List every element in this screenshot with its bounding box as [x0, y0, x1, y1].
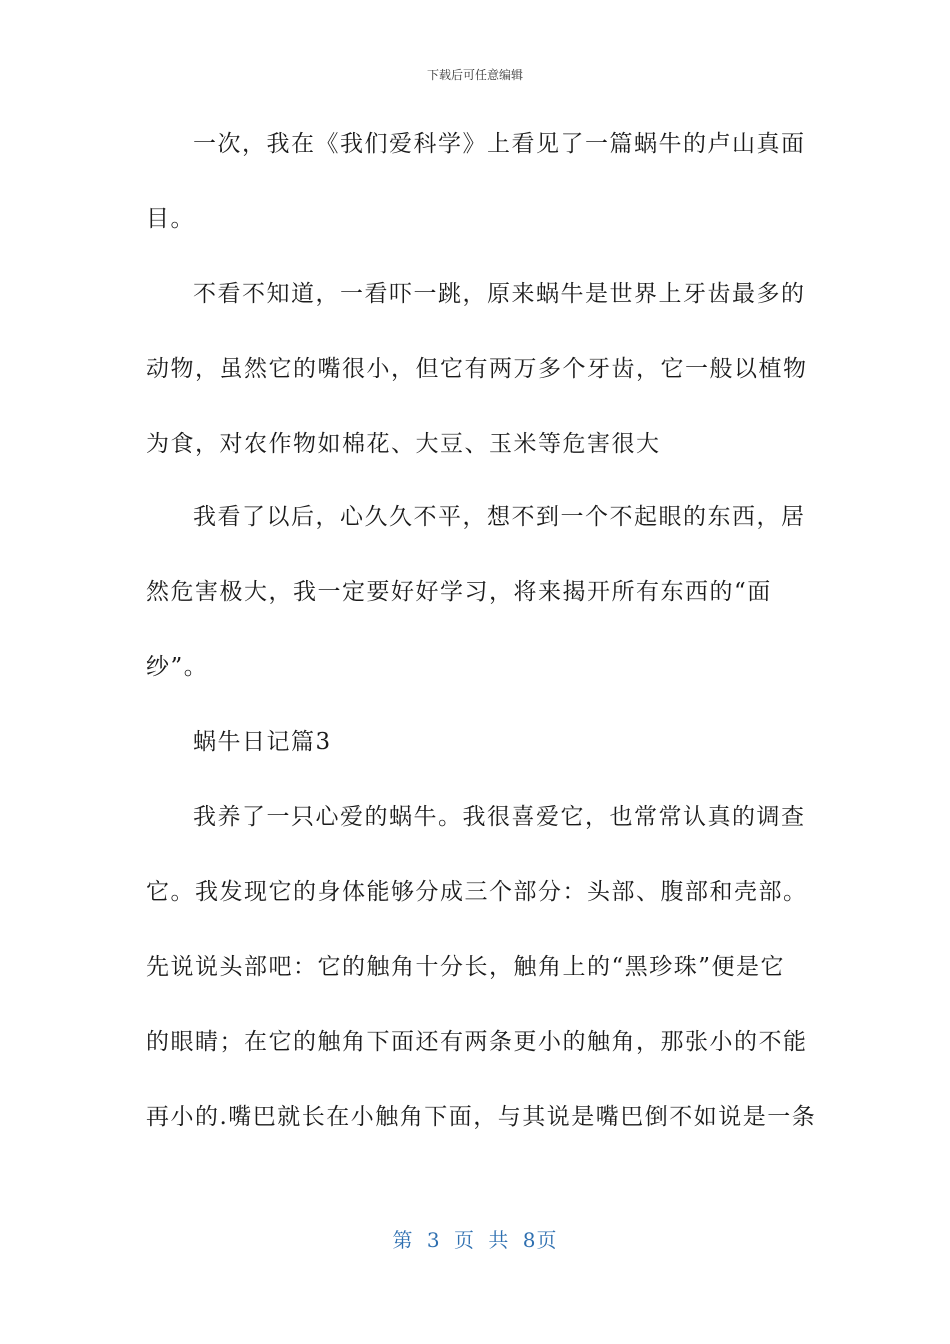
footer-total-word: 共 [488, 1228, 510, 1252]
page-footer [0, 1224, 950, 1253]
paragraph-line: 我看了以后，心久久不平，想不到一个不起眼的东西，居 [193, 504, 806, 530]
footer-page-word: 页 [454, 1228, 475, 1252]
paragraph-line: 一次，我在《我们爱科学》上看见了一篇蜗牛的卢山真面 [193, 131, 806, 157]
paragraph-line: 动物，虽然它的嘴很小，但它有两万多个牙齿，它一般以植物 [146, 356, 808, 382]
paragraph-line: 目。 [146, 206, 195, 232]
paragraph-line: 不看不知道，一看吓一跳，原来蜗牛是世界上牙齿最多的 [193, 281, 806, 307]
paragraph-line: 它。我发现它的身体能够分成三个部分：头部、腹部和壳部。 [146, 879, 808, 905]
paragraph-line: 先说说头部吧：它的触角十分长，触角上的“黑珍珠”便是它 [146, 954, 786, 980]
page-header: 下载后可任意编辑 [426, 68, 523, 82]
footer-total-pages: 8页 [522, 1228, 558, 1252]
paragraph-line: 再小的.嘴巴就长在小触角下面，与其说是嘴巴倒不如说是一条 [146, 1104, 817, 1130]
paragraph-line: 的眼睛；在它的触角下面还有两条更小的触角，那张小的不能 [146, 1029, 808, 1055]
footer-prefix: 第 [392, 1228, 414, 1252]
paragraph-line: 然危害极大，我一定要好好学习，将来揭开所有东西的“面 [146, 579, 772, 605]
paragraph-line: 为食，对农作物如棉花、大豆、玉米等危害很大 [146, 431, 661, 457]
paragraph-line: 纱”。 [146, 654, 209, 680]
footer-current-page: 3 [426, 1228, 441, 1252]
section-heading: 蜗牛日记篇3 [193, 729, 332, 755]
paragraph-line: 我养了一只心爱的蜗牛。我很喜爱它，也常常认真的调查 [193, 804, 806, 830]
